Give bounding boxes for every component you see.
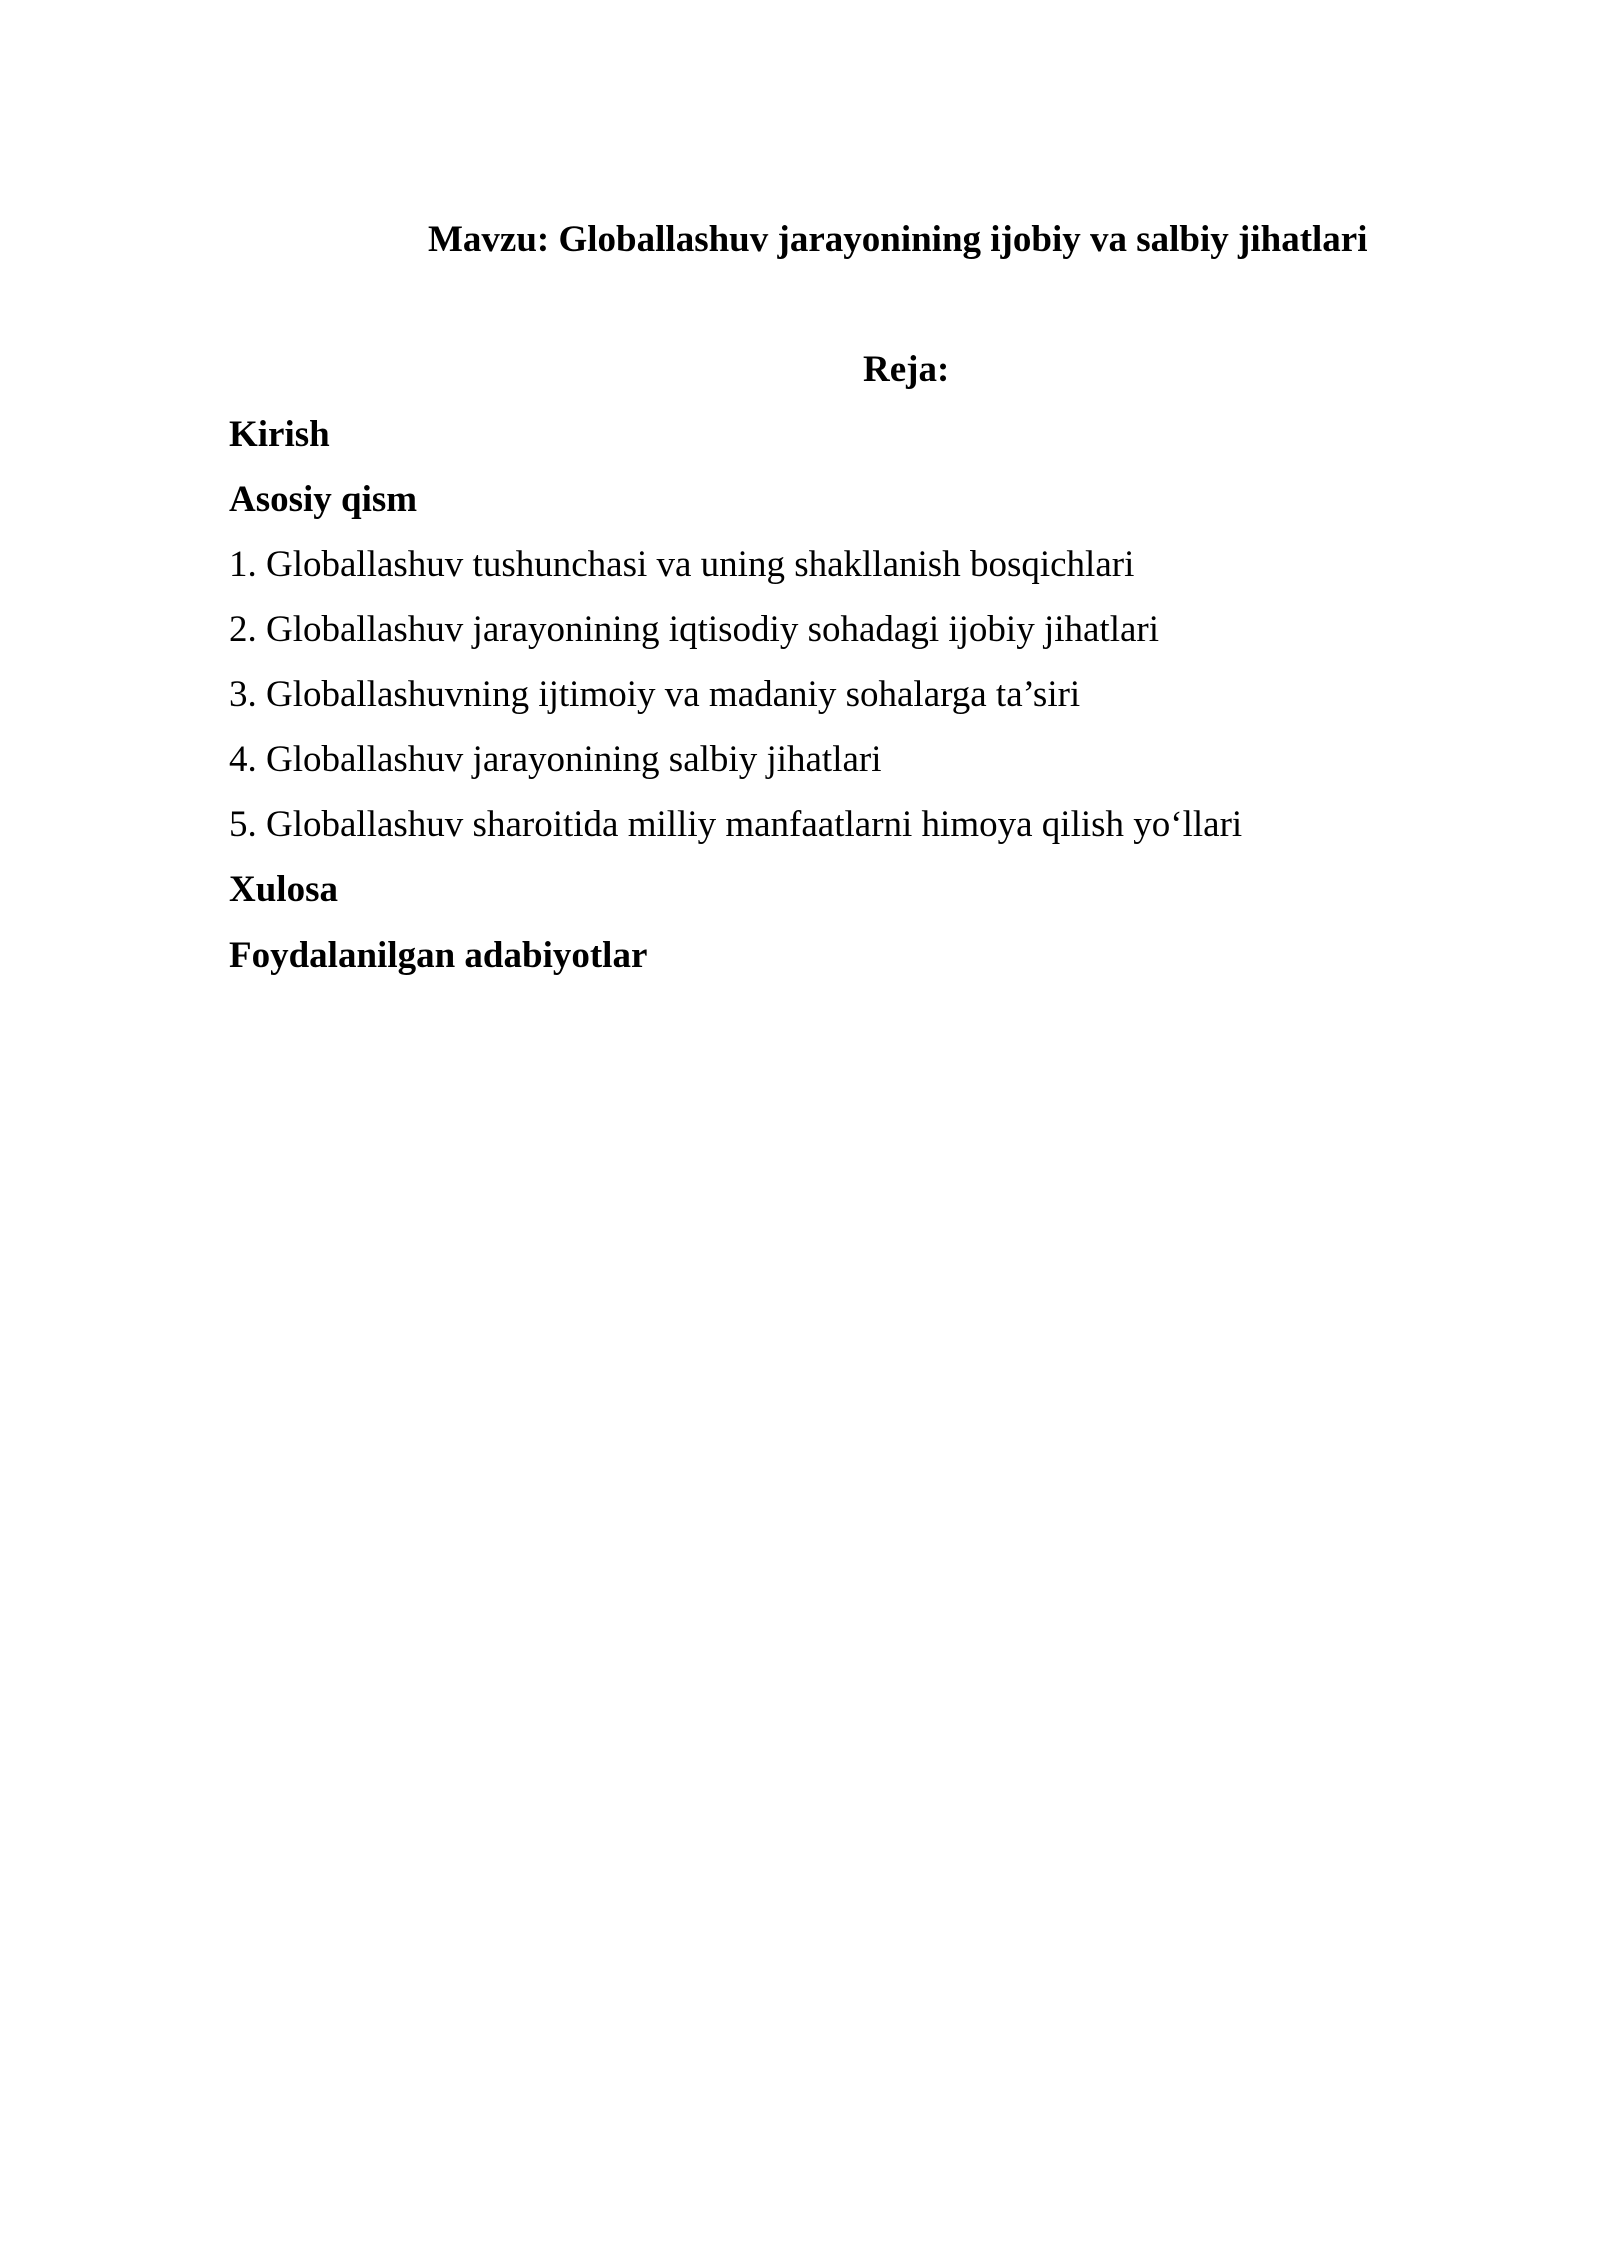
plan-item: 1. Globallashuv tushunchasi va uning shakllanish bosqichlari <box>229 544 1135 585</box>
plan-intro: Kirish <box>229 414 330 455</box>
plan-item: 5. Globallashuv sharoitida milliy manfaatlarni himoya qilish yo‘llari <box>229 804 1243 845</box>
plan-item: 2. Globallashuv jarayonining iqtisodiy sohadagi ijobiy jihatlari <box>229 609 1160 650</box>
plan-main-part: Asosiy qism <box>229 479 418 520</box>
plan-references: Foydalanilgan adabiyotlar <box>229 935 648 976</box>
plan-item: 4. Globallashuv jarayonining salbiy jihatlari <box>229 739 882 780</box>
document-title: Mavzu: Globallashuv jarayonining ijobiy va salbiy jihatlari <box>428 219 1368 260</box>
plan-conclusion: Xulosa <box>229 869 338 910</box>
plan-heading: Reja: <box>863 349 950 390</box>
plan-item: 3. Globallashuvning ijtimoiy va madaniy sohalarga ta’siri <box>229 674 1081 715</box>
